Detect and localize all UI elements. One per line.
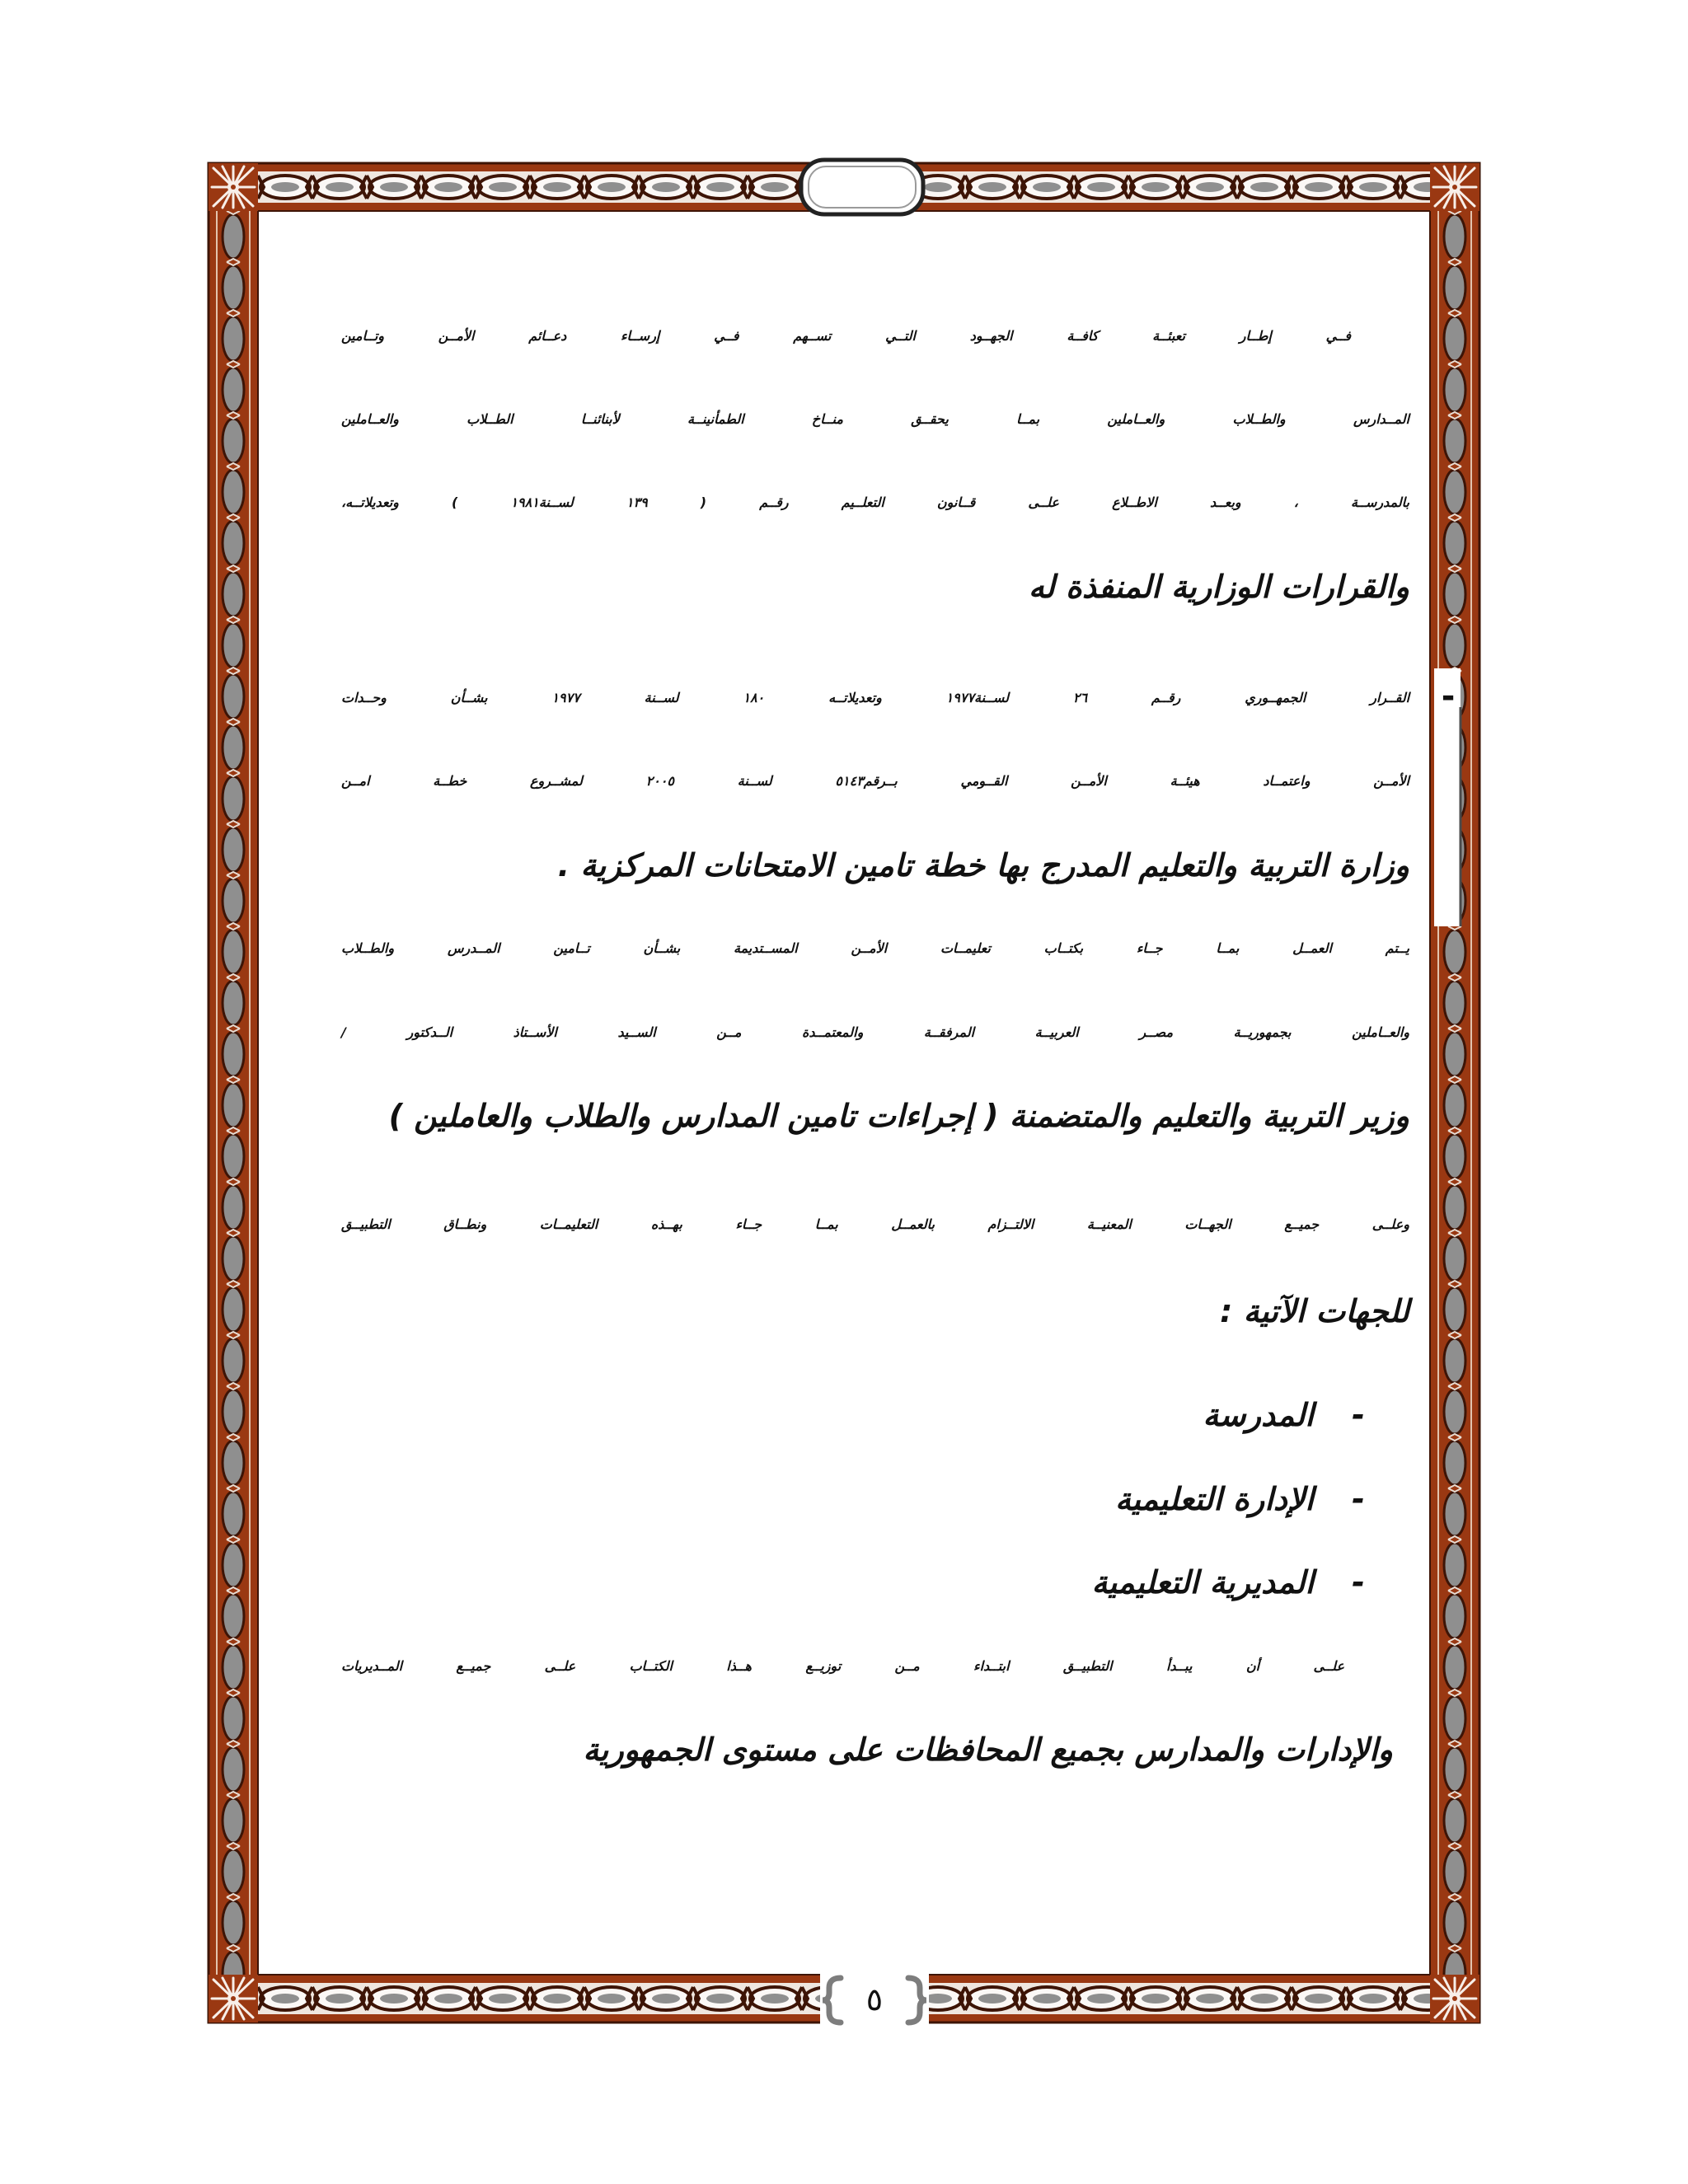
decree-line: الأمــن واعتمــاد هيئــة الأمــن القــومي بــرقم٥١٤٣ لســنة ٢٠٠٥ لمشــروع خطــة امــن [341,773,1410,789]
list-item [341,1389,1368,1441]
list-item [341,1556,1368,1609]
closing-line: والإدارات والمدارس بجميع المحافظات على مستوى الجمهورية [583,1732,1393,1768]
header-ornament-box [801,160,923,214]
instructions-line: وزير التربية والتعليم والمتضمنة ( إجراءات تامين المدارس والطلاب والعاملين ) [388,1098,1409,1134]
instructions-line: يــتم العمــل بمــا جــاء بكتــاب تعليمــات الأمــن المســتديمة بشــأن تــامين المــدرس والطــلاب [341,940,1409,956]
closing-line: علــى أن يبــدأ التطبيــق ابتــداء مــن توزيــع هــذا الكتــاب علــى جميــع المــديريات [341,1658,1344,1674]
list-bullet: - [1352,1481,1365,1517]
border-right-band [1430,211,1479,1975]
list-bullet: - [1352,1564,1365,1601]
border-left-band [209,211,258,1975]
list-item-text: الإدارة التعليمية [1115,1481,1314,1517]
starburst-icon [209,163,258,211]
decree-dash-marker: - [1441,677,1456,715]
intro-line: فــي إطــار تعبئــة كافــة الجهــود التــي تســهم فــي إرســاء دعــائم الأمــن وتــامين [341,328,1351,344]
list-item-text: المديرية التعليمية [1091,1564,1314,1601]
scope-line: وعلــى جميــع الجهــات المعنيــة الالتــزام بالعمــل بمــا جــاء بهــذه التعليمــات ونطــاق التطبيــق [341,1216,1409,1232]
instructions-line: والعــاملين بجمهوريــة مصــر العربيــة المرفقــة والمعتمــدة مــن الســيد الأســتاذ الــدكتور / [341,1024,1409,1040]
list-item-text: المدرسة [1203,1397,1314,1433]
starburst-icon [209,1975,258,2022]
decree-line: القــرار الجمهــوري رقــم ٢٦ لســنة١٩٧٧ وتعديلاتــه ١٨٠ لســنة ١٩٧٧ بشــأن وحــدات [341,690,1410,705]
starburst-icon [1430,1975,1479,2022]
intro-line: بالمدرســة ، وبعــد الاطــلاع علــى قــانون التعلــيم رقــم ( ١٣٩ لســنة١٩٨١ ) وتعديلاتــه، [341,494,1409,510]
scope-line: للجهات الآتية : [1220,1293,1409,1329]
page-number: ٥ [865,1981,884,2018]
list-item [341,1473,1368,1526]
intro-line: والقرارات الوزارية المنفذة له [1028,569,1409,605]
intro-line: المــدارس والطــلاب والعــاملين بمــا يحقــق منــاخ الطمأنينــة لأبنائنــا الطــلاب والعــاملين [341,411,1409,427]
decree-line: وزارة التربية والتعليم المدرج بها خطة تامين الامتحانات المركزية . [557,847,1409,883]
starburst-icon [1430,163,1479,211]
list-bullet: - [1352,1397,1365,1433]
